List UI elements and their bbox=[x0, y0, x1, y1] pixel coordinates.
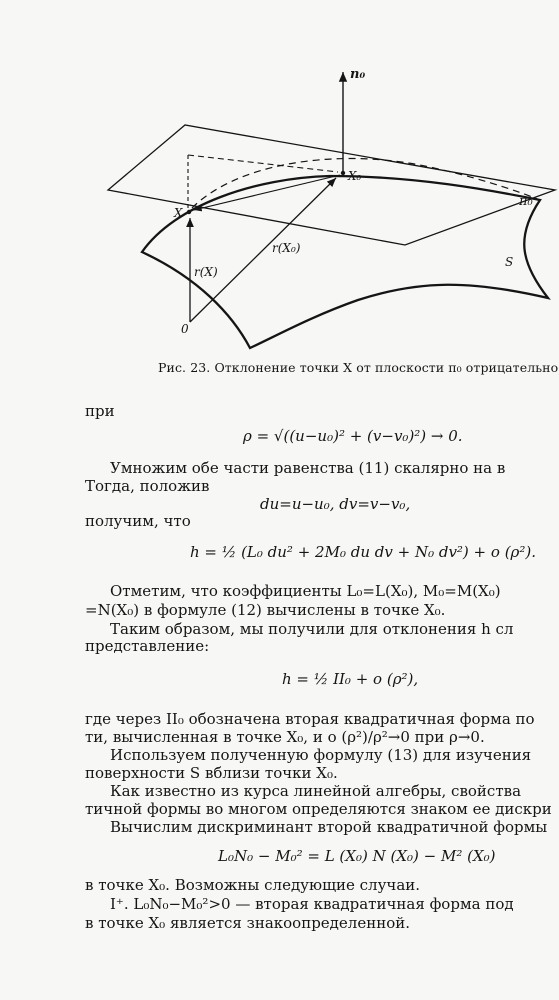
label-s: S bbox=[505, 255, 514, 269]
label-pi0: π₀ bbox=[519, 194, 533, 209]
label-origin: 0 bbox=[181, 322, 189, 336]
text-line-18: в точке X₀ является знакоопределенной. bbox=[85, 914, 410, 932]
tangent-plane bbox=[108, 125, 555, 245]
text-line-2: Умножим обе части равенства (11) скалярно на в bbox=[110, 459, 506, 477]
text-line-13: Как известно из курса линейной алгебры, свойства bbox=[110, 782, 522, 800]
text-line-15: Вычислим дискриминант второй квадратичной формы bbox=[110, 818, 548, 836]
equation-du-dv: du=u−u₀, dv=v−v₀, bbox=[260, 495, 411, 513]
text-line-8: представление: bbox=[85, 637, 210, 655]
projection-top bbox=[188, 155, 338, 172]
label-rx0: r(X₀) bbox=[272, 241, 301, 255]
label-rx: r(X) bbox=[194, 265, 218, 279]
deviation-vector bbox=[194, 175, 340, 210]
text-line-1: при bbox=[85, 402, 115, 420]
text-line-9: где через II₀ обозначена вторая квадратичная форма по bbox=[85, 710, 535, 728]
text-line-3: Тогда, положив bbox=[85, 477, 210, 495]
point-x0 bbox=[341, 171, 345, 175]
text-line-17: I⁺. L₀N₀−M₀²>0 — вторая квадратичная форма под bbox=[110, 895, 514, 913]
surface-figure bbox=[0, 0, 559, 350]
surface-s bbox=[142, 176, 548, 348]
point-x bbox=[187, 210, 191, 214]
label-x0: X₀ bbox=[348, 169, 362, 183]
hidden-curve bbox=[192, 158, 540, 208]
label-normal: n₀ bbox=[350, 67, 366, 82]
text-line-16: в точке X₀. Возможны следующие случаи. bbox=[85, 876, 421, 894]
equation-discriminant: L₀N₀ − M₀² = L (X₀) N (X₀) − M² (X₀) bbox=[218, 847, 496, 865]
figure-caption: Рис. 23. Отклонение точки X от плоскости π₀ отрицательно bbox=[158, 360, 559, 375]
text-line-10: ти, вычисленная в точке X₀, и o (ρ²)/ρ²→0 при ρ→0. bbox=[85, 728, 485, 746]
text-line-14: тичной формы во многом определяются знаком ее дискри bbox=[85, 800, 552, 818]
text-line-5: Отметим, что коэффициенты L₀=L(X₀), M₀=M(X₀) bbox=[110, 582, 501, 600]
text-line-6: =N(X₀) в формуле (12) вычислены в точке X₀. bbox=[85, 601, 446, 619]
equation-h-full: h = ½ (L₀ du² + 2M₀ du dv + N₀ dv²) + o (ρ²). bbox=[190, 543, 536, 561]
text-line-4: получим, что bbox=[85, 512, 191, 530]
text-line-7: Таким образом, мы получили для отклонения h сл bbox=[110, 620, 514, 638]
text-line-11: Используем полученную формулу (13) для изучения bbox=[110, 746, 532, 764]
text-line-12: поверхности S вблизи точки X₀. bbox=[85, 764, 338, 782]
equation-rho: ρ = √((u−u₀)² + (v−v₀)²) → 0. bbox=[243, 427, 463, 445]
label-x: X bbox=[174, 206, 183, 220]
equation-h-short: h = ½ II₀ + o (ρ²), bbox=[282, 670, 419, 688]
